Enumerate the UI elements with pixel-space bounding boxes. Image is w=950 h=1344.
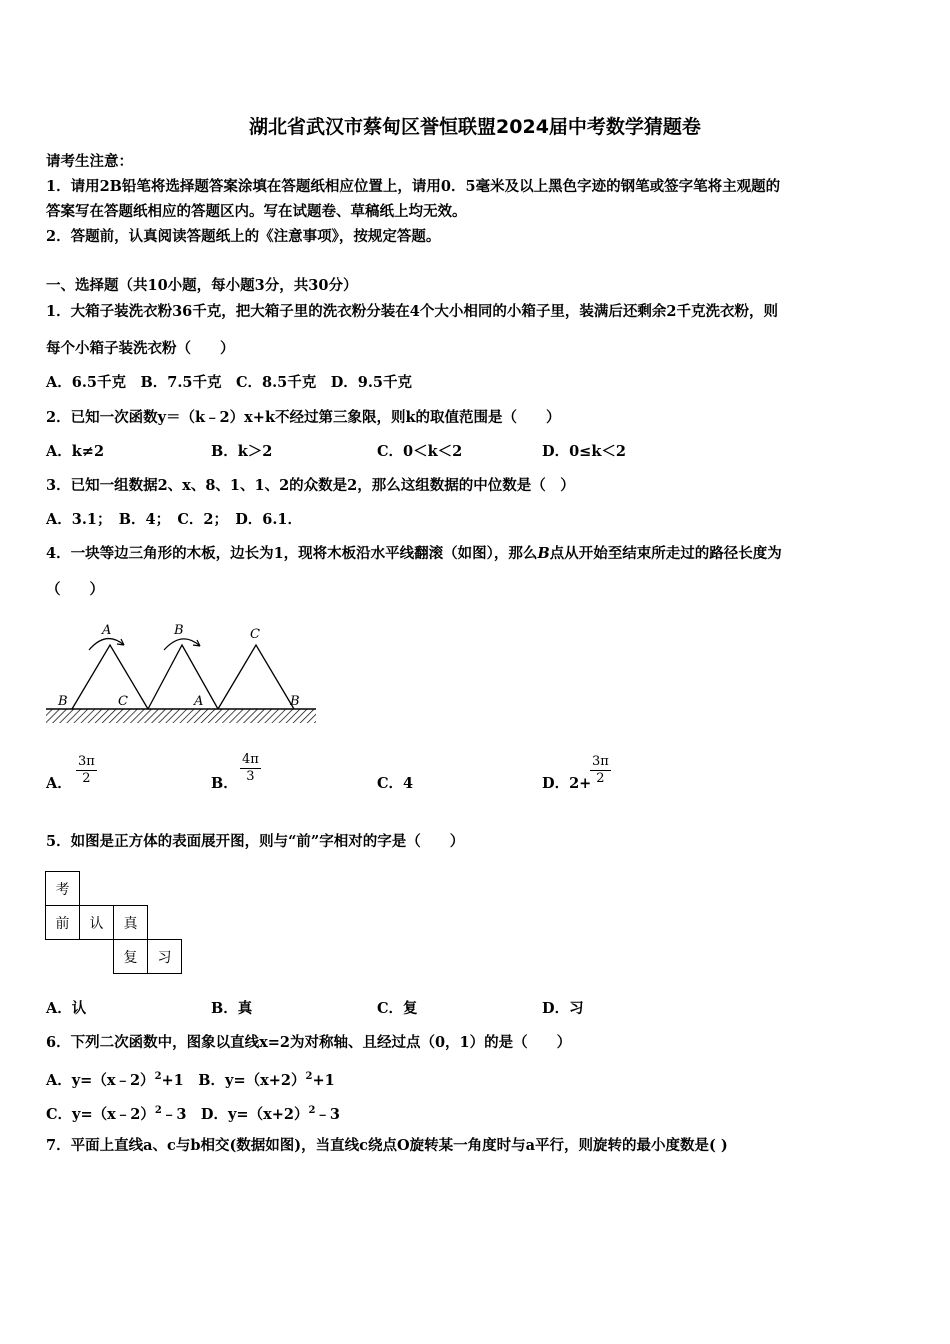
option-text: A．y=（x﹣2） xyxy=(46,1071,155,1089)
cube-cell-kao: 考 xyxy=(45,871,80,906)
cube-cell-ren: 认 xyxy=(79,905,114,940)
option-text: ﹣3 xyxy=(315,1105,341,1123)
fraction-numerator: 3π xyxy=(592,754,609,769)
cube-cell-xi: 习 xyxy=(147,939,182,974)
question-4-option-a-fraction xyxy=(76,754,97,787)
question-4-option-d-fraction xyxy=(590,754,611,787)
exponent: 2 xyxy=(308,1105,316,1116)
question-4-stem-text: 4．一块等边三角形的木板，边长为1，现将木板沿水平线翻滚（如图），那么 xyxy=(46,545,538,562)
exponent: 2 xyxy=(154,1071,162,1082)
option-text: +1 xyxy=(312,1071,335,1089)
question-1-options: A．6.5千克 B．7.5千克 C．8.5千克 D．9.5千克 xyxy=(46,374,413,391)
question-4-option-b-fraction xyxy=(240,752,261,785)
question-4-stem-end: 点从开始至结束所走过的路径长度为 xyxy=(549,545,782,562)
question-7-stem: 7．平面上直线a、c与b相交(数据如图)，当直线c绕点O旋转某一角度时与a平行，则旋转的最小度数是( ) xyxy=(46,1137,728,1154)
rolling-triangle-figure xyxy=(44,618,318,726)
figure-label-a-top: A xyxy=(102,623,112,638)
question-1-line-2: 每个小箱子装洗衣粉（ ） xyxy=(46,340,235,357)
option-text: ﹣3 D．y=（x+2） xyxy=(161,1105,309,1123)
question-4-option-a: A． xyxy=(46,775,72,792)
section-heading: 一、选择题（共10小题，每小题3分，共30分） xyxy=(46,277,358,294)
figure-label-a-bottom: A xyxy=(194,694,204,709)
figure-label-c-top: C xyxy=(250,627,260,642)
fraction-numerator: 4π xyxy=(242,752,259,767)
question-3-stem: 3．已知一组数据2、x、8、1、1、2的众数是2，那么这组数据的中位数是（ ） xyxy=(46,477,575,494)
point-b-label: B xyxy=(537,545,550,562)
question-2-option-a: A．k≠2 xyxy=(46,443,105,460)
fraction-denominator: 2 xyxy=(596,771,605,786)
question-6-options-cd xyxy=(46,1101,340,1125)
option-text: C．y=（x﹣2） xyxy=(46,1105,155,1123)
question-6-stem: 6．下列二次函数中，图象以直线x=2为对称轴、且经过点（0，1）的是（ ） xyxy=(46,1034,572,1051)
question-2-option-d: D．0≤k＜2 xyxy=(542,443,626,460)
exponent: 2 xyxy=(305,1071,313,1082)
question-2-option-c: C．0＜k＜2 xyxy=(377,443,463,460)
question-4-option-c: C．4 xyxy=(377,775,414,792)
exponent: 2 xyxy=(154,1105,162,1116)
question-5-option-a: A．认 xyxy=(46,1000,87,1017)
triangle-1 xyxy=(72,645,148,709)
cube-cell-zhen: 真 xyxy=(113,905,148,940)
question-3-options: A．3.1； B．4； C．2； D．6.1． xyxy=(46,511,303,528)
cube-cell-fu: 复 xyxy=(113,939,148,974)
question-5-option-d: D．习 xyxy=(542,1000,584,1017)
question-5-option-c: C．复 xyxy=(377,1000,418,1017)
question-6-options-ab xyxy=(46,1067,335,1091)
fraction-denominator: 3 xyxy=(246,769,255,784)
question-2-stem: 2．已知一次函数y＝（k﹣2）x+k不经过第三象限，则k的取值范围是（ ） xyxy=(46,409,561,426)
notice-heading: 请考生注意： xyxy=(46,153,133,170)
triangle-3 xyxy=(218,645,294,709)
triangle-2 xyxy=(148,645,218,709)
notice-line-3: 2．答题前，认真阅读答题纸上的《注意事项》，按规定答题。 xyxy=(46,228,441,245)
option-text: +1 B．y=（x+2） xyxy=(161,1071,306,1089)
page-title: 湖北省武汉市蔡甸区誉恒联盟2024届中考数学猜题卷 xyxy=(249,116,701,138)
cube-cell-qian: 前 xyxy=(45,905,80,940)
notice-line-2: 答案写在答题纸相应的答题区内。写在试题卷、草稿纸上均无效。 xyxy=(46,203,467,220)
figure-label-b-left: B xyxy=(58,694,68,709)
fraction-numerator: 3π xyxy=(78,754,95,769)
question-4-stem xyxy=(46,544,782,564)
question-5-option-b: B．真 xyxy=(211,1000,253,1017)
question-4-option-b: B． xyxy=(211,775,238,792)
figure-label-b-right: B xyxy=(290,694,300,709)
question-4-paren: （ ） xyxy=(46,581,104,598)
question-4-option-d: D．2+ xyxy=(542,775,592,792)
notice-line-1: 1．请用2B铅笔将选择题答案涂填在答题纸相应位置上，请用0．5毫米及以上黑色字迹的钢笔或签字笔将主观题的 xyxy=(46,178,781,195)
ground-hatch xyxy=(46,709,316,723)
fraction-denominator: 2 xyxy=(82,771,91,786)
cube-net-figure xyxy=(44,870,189,978)
figure-label-b-top: B xyxy=(174,623,184,638)
question-2-option-b: B．k＞2 xyxy=(211,443,273,460)
figure-label-c-bottom: C xyxy=(118,694,128,709)
question-5-stem: 5．如图是正方体的表面展开图，则与“前”字相对的字是（ ） xyxy=(46,833,465,850)
question-1-line-1: 1．大箱子装洗衣粉36千克，把大箱子里的洗衣粉分装在4个大小相同的小箱子里，装满后还剩余2千克洗衣粉，则 xyxy=(46,303,778,320)
